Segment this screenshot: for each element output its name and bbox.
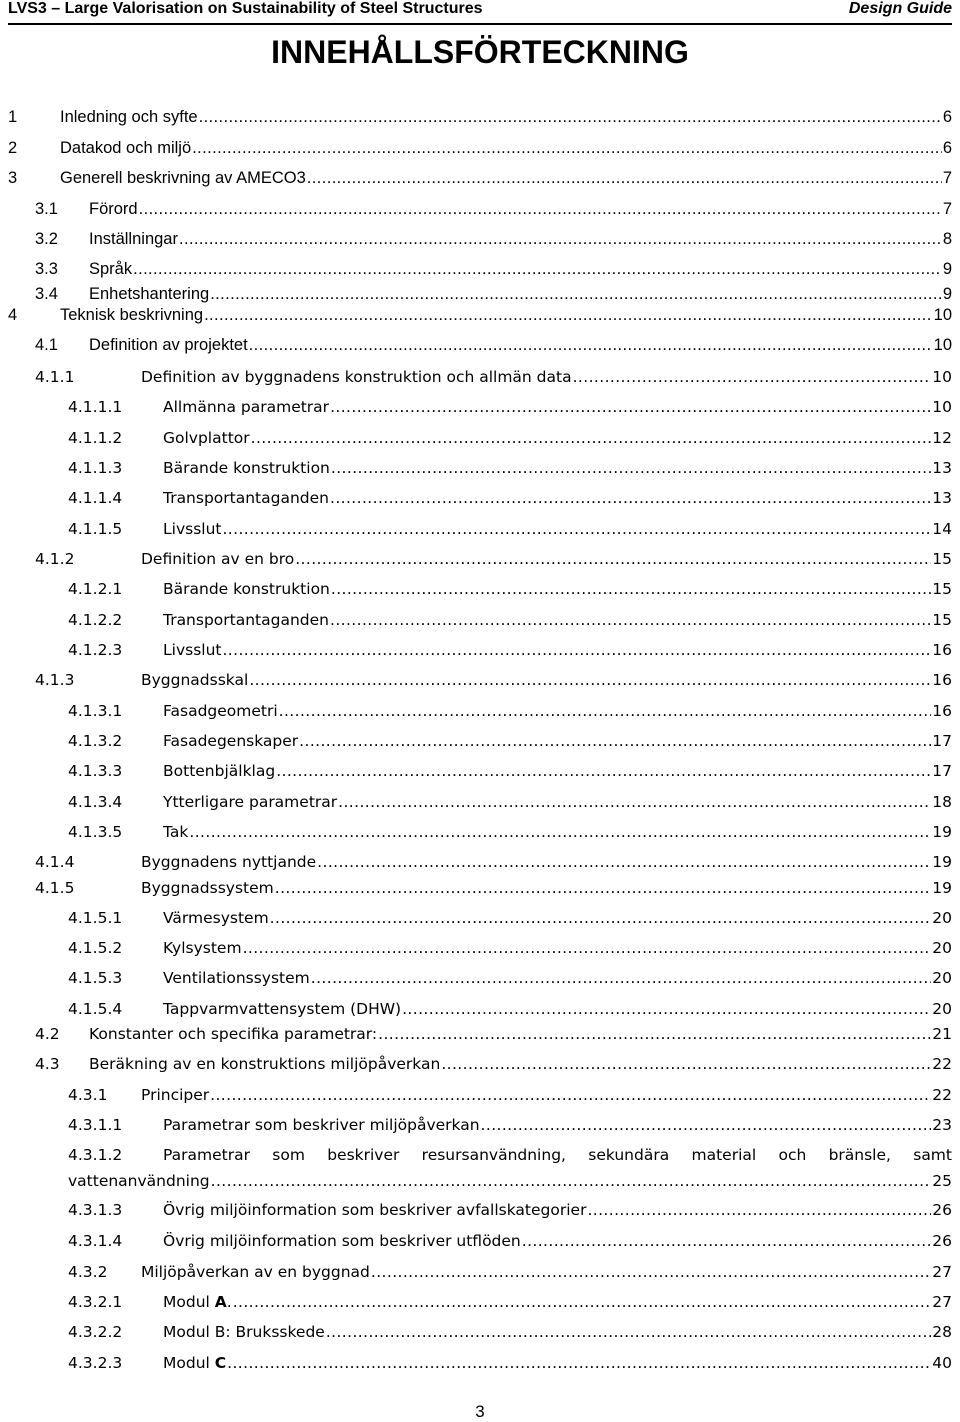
toc-entry-page: 13	[932, 489, 952, 507]
toc-entry-number: 4.1.3	[35, 671, 75, 689]
toc-entry-page: 27	[932, 1293, 952, 1311]
toc-entry[interactable]	[35, 669, 952, 691]
toc-dot-leader	[299, 730, 931, 752]
toc-dot-leader	[210, 1084, 931, 1106]
toc-entry[interactable]	[35, 877, 952, 899]
toc-entry-number: 3	[8, 169, 18, 187]
toc-entry-number: 4.1.2.1	[68, 580, 123, 598]
toc-entry[interactable]	[68, 700, 952, 722]
toc-entry-page: 12	[932, 429, 952, 447]
toc-entry-page: 6	[942, 108, 952, 126]
toc-entry-number: 4.1.5.4	[68, 1000, 123, 1018]
toc-entry-title-text: Tappvarmvattensystem (DHW)	[163, 1000, 402, 1018]
toc-entry[interactable]	[35, 258, 952, 280]
toc-entry-title	[163, 967, 310, 989]
toc-entry-title	[89, 228, 178, 250]
toc-entry-title-text: Allmänna parametrar	[163, 398, 330, 416]
toc-entry-number: 4.3.1.3	[68, 1201, 123, 1219]
toc-entry-number: 4	[8, 306, 18, 324]
toc-entry[interactable]	[68, 967, 952, 989]
toc-entry-title-text: Språk	[89, 260, 133, 278]
toc-entry[interactable]	[68, 457, 952, 479]
header-document-title: LVS3 – Large Valorisation on Sustainability of Steel Structures	[8, 0, 483, 17]
running-header	[8, 0, 952, 22]
toc-entry-number: 4.1.4	[35, 853, 75, 871]
toc-entry-title-text: Kylsystem	[163, 939, 242, 957]
toc-entry[interactable]	[68, 1261, 952, 1283]
toc-entry-title	[163, 578, 330, 600]
toc-entry-title-text: Livsslut	[163, 641, 222, 659]
toc-dot-leader	[378, 1023, 931, 1045]
toc-entry-title-continued: vattenanvändning	[68, 1172, 210, 1190]
toc-entry-page: 19	[932, 853, 952, 871]
toc-entry-title-text: Bärande konstruktion	[163, 580, 330, 598]
toc-entry-title-text: Miljöpåverkan av en byggnad	[141, 1263, 370, 1281]
toc-entry-title-text: Modul	[163, 1293, 215, 1311]
toc-entry-page: 10	[932, 398, 952, 416]
toc-entry-title-text: Byggnadssystem	[141, 879, 274, 897]
toc-entry-title-text: Transportantaganden	[163, 611, 329, 629]
toc-dot-leader	[249, 334, 933, 356]
toc-entry-title-text: Konstanter och specifika parametrar:	[89, 1025, 378, 1043]
toc-entry-title	[89, 258, 132, 280]
toc-entry-page: 15	[932, 580, 952, 598]
toc-entry-title	[163, 518, 221, 540]
toc-entry-title	[141, 1261, 370, 1283]
toc-entry-title	[163, 457, 330, 479]
toc-entry-title: Parametrar som beskriver resursanvändning, sekundära material och bränsle, samt	[163, 1146, 952, 1164]
toc-dot-leader	[275, 877, 932, 899]
toc-dot-leader	[189, 821, 931, 843]
toc-dot-leader	[441, 1053, 931, 1075]
toc-entry-title	[163, 998, 401, 1020]
toc-dot-leader	[222, 639, 931, 661]
toc-dot-leader	[330, 396, 931, 418]
header-rule	[8, 23, 952, 25]
toc-dot-leader	[276, 760, 931, 782]
toc-entry-page: 17	[932, 732, 952, 750]
toc-entry-page: 7	[942, 200, 952, 218]
toc-entry-title	[163, 760, 275, 782]
toc-dot-leader	[330, 609, 931, 631]
toc-entry-number: 4.1.3.4	[68, 793, 123, 811]
toc-entry-page: 19	[932, 823, 952, 841]
toc-entry-title-text: Livsslut	[163, 520, 222, 538]
toc-entry-page: 15	[932, 611, 952, 629]
toc-entry-number: 3.1	[35, 200, 58, 218]
toc-entry-title-text: Tak	[163, 823, 189, 841]
toc-entry-page: 27	[932, 1263, 952, 1281]
toc-dot-leader	[210, 283, 942, 305]
toc-entry-number: 2	[8, 139, 18, 157]
toc-dot-leader	[179, 228, 942, 250]
toc-dot-leader	[331, 457, 931, 479]
toc-entry-page: 10	[933, 306, 952, 324]
toc-entry-number: 4.1.1	[35, 368, 75, 386]
toc-dot-leader	[251, 427, 932, 449]
toc-entry-title-text: Inställningar	[89, 230, 178, 248]
toc-entry-page: 19	[932, 879, 952, 897]
toc-entry-page: 7	[942, 169, 952, 187]
toc-entry-title	[163, 937, 242, 959]
toc-entry[interactable]	[35, 1053, 952, 1075]
toc-entry-title-text: Övrig miljöinformation som beskriver avfallskategorier	[163, 1201, 587, 1219]
toc-entry-page: 20	[932, 909, 952, 927]
toc-dot-leader	[243, 937, 932, 959]
toc-entry-title	[60, 304, 203, 326]
toc-entry-title	[163, 821, 188, 843]
toc-entry-title	[163, 396, 329, 418]
toc-entry-number: 4.1.3.5	[68, 823, 123, 841]
toc-entry-title-text: Principer	[141, 1086, 210, 1104]
toc-dot-leader	[249, 669, 931, 691]
toc-entry-number: 4.3.2.1	[68, 1293, 123, 1311]
toc-entry-title	[163, 639, 221, 661]
toc-entry[interactable]	[68, 1144, 952, 1192]
toc-dot-leader	[326, 1321, 931, 1343]
toc-entry-page: 23	[932, 1116, 952, 1134]
toc-entry[interactable]	[68, 1199, 952, 1221]
toc-entry-title	[89, 198, 138, 220]
toc-entry[interactable]	[8, 304, 952, 326]
toc-entry-title-text: Byggnadsskal	[141, 671, 249, 689]
toc-entry[interactable]	[68, 1321, 952, 1343]
toc-entry[interactable]	[68, 518, 952, 540]
toc-entry[interactable]	[8, 137, 952, 159]
toc-dot-leader	[222, 518, 931, 540]
toc-entry[interactable]	[68, 937, 952, 959]
toc-entry-number: 4.1.5.1	[68, 909, 123, 927]
toc-entry[interactable]	[35, 1023, 952, 1045]
toc-dot-leader	[522, 1230, 932, 1252]
toc-entry-number: 4.1.3.2	[68, 732, 123, 750]
toc-entry-page: 9	[942, 260, 952, 278]
toc-entry-title-text: Övrig miljöinformation som beskriver utflöden	[163, 1232, 521, 1250]
toc-entry-title	[163, 730, 298, 752]
toc-entry[interactable]	[8, 167, 952, 189]
toc-entry-title	[89, 283, 209, 305]
toc-entry-page: 13	[932, 459, 952, 477]
toc-entry-title-text: Värmesystem	[163, 909, 269, 927]
toc-entry-title-text: Modul	[163, 1354, 215, 1372]
toc-entry-page: 10	[933, 336, 952, 354]
toc-dot-leader	[402, 998, 931, 1020]
toc-entry-title-text: Bärande konstruktion	[163, 459, 330, 477]
toc-entry-title	[141, 877, 274, 899]
toc-entry-title-text: Definition av projektet	[89, 336, 248, 354]
toc-entry-title	[141, 1084, 209, 1106]
toc-entry-number: 1	[8, 108, 18, 126]
toc-entry-number: 4.1.5.2	[68, 939, 123, 957]
toc-entry-page: 9	[942, 285, 952, 303]
toc-entry[interactable]	[35, 548, 952, 570]
toc-entry-title	[89, 1053, 440, 1075]
toc-entry-number: 4.1.5.3	[68, 969, 123, 987]
toc-entry-title-text: Byggnadens nyttjande	[141, 853, 317, 871]
toc-entry[interactable]	[35, 283, 952, 305]
toc-dot-leader	[204, 304, 933, 326]
toc-entry[interactable]	[68, 396, 952, 418]
toc-entry-title-text: Beräkning av en konstruktions miljöpåverkan	[89, 1055, 441, 1073]
toc-entry-page: 40	[932, 1354, 952, 1372]
toc-entry-number: 4.1.1.1	[68, 398, 123, 416]
toc-entry-page: 20	[932, 939, 952, 957]
toc-entry-title	[163, 1114, 480, 1136]
toc-dot-leader	[233, 1291, 932, 1313]
toc-entry[interactable]	[35, 366, 952, 388]
toc-entry-title	[141, 366, 572, 388]
toc-entry[interactable]	[68, 1084, 952, 1106]
toc-entry-page: 6	[942, 139, 952, 157]
toc-dot-leader	[331, 578, 931, 600]
toc-entry-title-text: Parametrar som beskriver miljöpåverkan	[163, 1116, 480, 1134]
toc-entry-number: 4.2	[35, 1025, 60, 1043]
toc-dot-leader	[338, 791, 931, 813]
toc-entry[interactable]	[68, 821, 952, 843]
toc-entry[interactable]	[68, 487, 952, 509]
toc-entry-page: 20	[932, 969, 952, 987]
toc-entry-page: 28	[932, 1323, 952, 1341]
toc-entry[interactable]	[8, 106, 952, 128]
toc-entry-number: 4.1.1.3	[68, 459, 123, 477]
toc-entry-title	[89, 334, 248, 356]
toc-dot-leader	[317, 851, 931, 873]
toc-entry-title	[60, 106, 198, 128]
toc-dot-leader	[587, 1199, 931, 1221]
header-design-guide: Design Guide	[848, 0, 952, 17]
toc-entry-title-text: Ventilationssystem	[163, 969, 310, 987]
toc-entry-title	[141, 669, 248, 691]
toc-entry[interactable]	[68, 760, 952, 782]
toc-entry-number: 3.4	[35, 285, 58, 303]
toc-entry-title-suffix: .	[226, 1293, 232, 1311]
toc-entry-title	[163, 1291, 232, 1313]
toc-entry-number: 4.3.2	[68, 1263, 108, 1281]
toc-entry-page: 10	[932, 368, 952, 386]
toc-dot-leader	[307, 167, 942, 189]
toc-entry-number: 4.1.1.4	[68, 489, 123, 507]
toc-entry[interactable]	[68, 907, 952, 929]
toc-entry-page: 17	[932, 762, 952, 780]
toc-entry-number: 4.3.1	[68, 1086, 108, 1104]
toc-entry[interactable]	[68, 730, 952, 752]
toc-entry-page: 20	[932, 1000, 952, 1018]
toc-entry-title-text: Modul B: Bruksskede	[163, 1323, 325, 1341]
toc-entry[interactable]	[68, 609, 952, 631]
toc-entry-number: 4.3.1.1	[68, 1116, 123, 1134]
toc-entry-title	[163, 907, 269, 929]
toc-entry[interactable]	[35, 334, 952, 356]
toc-entry-number: 4.3.2.3	[68, 1354, 123, 1372]
toc-dot-leader	[573, 366, 932, 388]
toc-dot-leader	[371, 1261, 931, 1283]
toc-entry-number: 4.1.3.1	[68, 702, 123, 720]
toc-entry-title-text: Datakod och miljö	[60, 139, 192, 157]
toc-entry-title-text: Definition av en bro	[141, 550, 295, 568]
toc-entry-page: 16	[932, 671, 952, 689]
toc-dot-leader	[192, 137, 942, 159]
toc-entry-number: 3.2	[35, 230, 58, 248]
toc-entry-title	[163, 700, 278, 722]
toc-entry-number: 4.1.2	[35, 550, 75, 568]
toc-entry-title	[163, 1321, 325, 1343]
toc-entry-page: 15	[932, 550, 952, 568]
toc-dot-leader	[199, 106, 942, 128]
toc-entry-page: 18	[932, 793, 952, 811]
toc-entry-number: 4.1.2.3	[68, 641, 123, 659]
toc-dot-leader	[227, 1352, 931, 1374]
toc-entry-title-text: Inledning och syfte	[60, 108, 198, 126]
toc-entry[interactable]	[35, 198, 952, 220]
toc-entry-title	[141, 851, 316, 873]
toc-dot-leader	[311, 967, 932, 989]
toc-entry-title	[163, 427, 250, 449]
toc-entry-title	[163, 1199, 586, 1221]
toc-entry-title	[163, 791, 337, 813]
toc-entry-title-text: Bottenbjälklag	[163, 762, 276, 780]
toc-entry-page: 14	[932, 520, 952, 538]
toc-entry-title-text: Transportantaganden	[163, 489, 329, 507]
toc-entry[interactable]	[68, 998, 952, 1020]
toc-entry-page: 22	[932, 1086, 952, 1104]
toc-dot-leader	[295, 548, 931, 570]
toc-entry[interactable]	[35, 228, 952, 250]
toc-entry-number: 4.3.1.4	[68, 1232, 123, 1250]
toc-entry-page: 8	[942, 230, 952, 248]
toc-entry-title-text: Generell beskrivning av AMECO3	[60, 169, 306, 187]
toc-entry-title	[163, 1230, 521, 1252]
toc-entry-title	[163, 487, 329, 509]
toc-entry-page: 21	[932, 1025, 952, 1043]
toc-dot-leader	[330, 487, 931, 509]
toc-entry-title	[60, 137, 191, 159]
toc-dot-leader	[133, 258, 942, 280]
toc-entry-title-text: Golvplattor	[163, 429, 250, 447]
toc-entry-number: 4.1.2.2	[68, 611, 123, 629]
toc-entry-title-text: Fasadgeometri	[163, 702, 278, 720]
toc-dot-leader	[139, 198, 942, 220]
toc-entry-number: 3.3	[35, 260, 58, 278]
toc-entry-page: 25	[932, 1172, 952, 1190]
toc-entry-number: 4.1.3.3	[68, 762, 123, 780]
toc-entry-title-text: Definition av byggnadens konstruktion och allmän data	[141, 368, 572, 386]
toc-entry-title	[141, 548, 294, 570]
toc-entry-number: 4.1.1.5	[68, 520, 123, 538]
toc-entry-page: 26	[932, 1232, 952, 1250]
toc-entry-title	[163, 609, 329, 631]
toc-entry-title	[163, 1352, 226, 1374]
toc-entry-title-bold: A	[214, 1293, 227, 1311]
toc-entry-page: 16	[932, 702, 952, 720]
toc-entry-page: 26	[932, 1201, 952, 1219]
toc-entry[interactable]	[68, 1230, 952, 1252]
toc-entry-number: 4.3.1.2	[68, 1146, 123, 1164]
toc-dot-leader	[211, 1170, 932, 1192]
toc-entry-title-text: Ytterligare parametrar	[163, 793, 338, 811]
toc-entry-title-text: Enhetshantering	[89, 285, 210, 303]
page-title: INNEHÅLLSFÖRTECKNING	[271, 34, 689, 70]
toc-entry[interactable]	[68, 639, 952, 661]
toc-entry-number: 4.1.5	[35, 879, 75, 897]
toc-entry-page: 16	[932, 641, 952, 659]
toc-entry-title-bold: C	[214, 1354, 227, 1372]
toc-entry-number: 4.3.2.2	[68, 1323, 123, 1341]
toc-entry[interactable]	[68, 791, 952, 813]
toc-entry[interactable]	[68, 1114, 952, 1136]
toc-entry-title-text: Fasadegenskaper	[163, 732, 299, 750]
toc-entry-title-text: Teknisk beskrivning	[60, 306, 204, 324]
toc-entry[interactable]	[68, 1291, 952, 1313]
toc-entry[interactable]	[35, 851, 952, 873]
toc-entry-title	[60, 167, 306, 189]
toc-dot-leader	[279, 700, 932, 722]
page-number: 3	[475, 1402, 485, 1421]
toc-entry-title	[89, 1023, 377, 1045]
toc-entry-number: 4.1	[35, 336, 58, 354]
toc-entry-title-text: Förord	[89, 200, 138, 218]
toc-dot-leader	[270, 907, 932, 929]
toc-dot-leader	[481, 1114, 932, 1136]
toc-entry[interactable]	[68, 427, 952, 449]
toc-entry[interactable]	[68, 578, 952, 600]
toc-entry-page: 22	[932, 1055, 952, 1073]
toc-entry-number: 4.1.1.2	[68, 429, 123, 447]
toc-entry[interactable]	[68, 1352, 952, 1374]
toc-entry-number: 4.3	[35, 1055, 60, 1073]
